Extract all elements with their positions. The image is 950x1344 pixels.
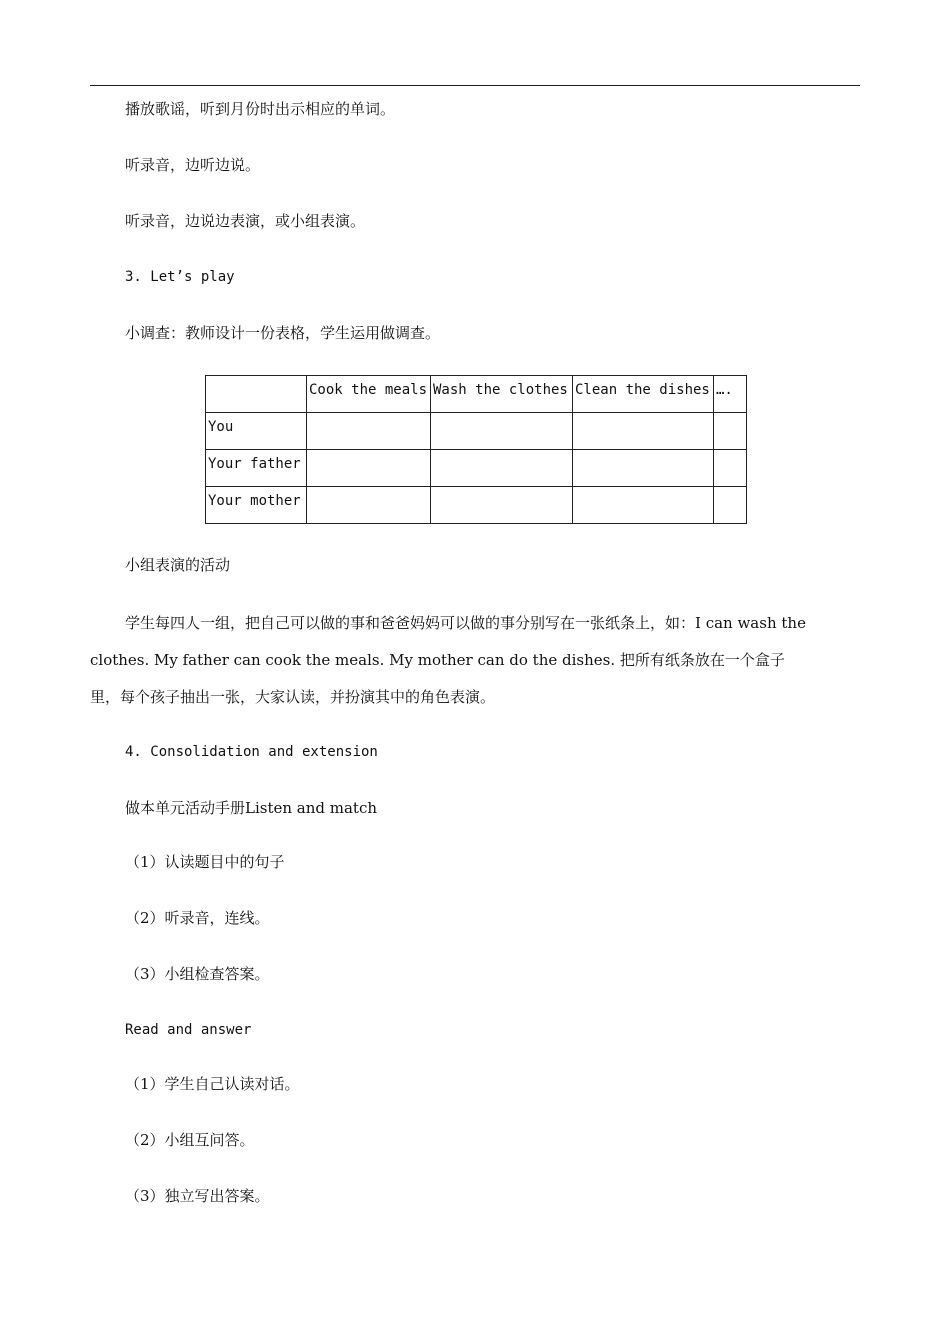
line-play-song: 播放歌谣，听到月份时出示相应的单词。 (125, 100, 396, 118)
table-header-cell: Wash the clothes (431, 376, 573, 413)
table-row-label: You (206, 413, 307, 450)
table-header-cell (206, 376, 307, 413)
table-cell (431, 450, 573, 487)
paragraph-line-3: 里，每个孩子抽出一张，大家认读，并扮演其中的角色表演。 (90, 688, 496, 706)
table-cell (307, 450, 431, 487)
table-header-cell: …. (714, 376, 747, 413)
survey-table (205, 375, 747, 524)
heading-lets-play: 3. Let’s play (125, 269, 235, 285)
step-read-sentences: （1）认读题目中的句子 (125, 853, 285, 871)
heading-read-answer: Read and answer (125, 1022, 252, 1038)
step-group-qa: （2）小组互问答。 (125, 1131, 255, 1149)
table-row (206, 413, 747, 450)
table-cell (431, 413, 573, 450)
activity-title: 小组表演的活动 (125, 556, 231, 574)
table-row (206, 487, 747, 524)
line-listen-act: 听录音，边说边表演，或小组表演。 (125, 212, 366, 230)
table-cell (307, 487, 431, 524)
step-listen-match: （2）听录音，连线。 (125, 909, 270, 927)
table-cell (714, 413, 747, 450)
line-listen-say: 听录音，边听边说。 (125, 156, 261, 174)
table-cell (714, 450, 747, 487)
header-rule (90, 85, 860, 86)
table-header-row (206, 376, 747, 413)
step-write-answers: （3）独立写出答案。 (125, 1187, 270, 1205)
table-cell (714, 487, 747, 524)
line-survey-intro: 小调查：教师设计一份表格，学生运用做调查。 (125, 324, 441, 342)
table-row-label: Your father (206, 450, 307, 487)
paragraph-line-2: clothes. My father can cook the meals. My mother can do the dishes. 把所有纸条放在一个盒子 (90, 651, 785, 669)
table-row-label: Your mother (206, 487, 307, 524)
table-header-cell: Cook the meals (307, 376, 431, 413)
paragraph-line-1: 学生每四人一组，把自己可以做的事和爸爸妈妈可以做的事分别写在一张纸条上，如：I can wash the (125, 614, 806, 632)
step-check-answers: （3）小组检查答案。 (125, 965, 270, 983)
table-cell (573, 487, 714, 524)
table-cell (573, 450, 714, 487)
table-cell (573, 413, 714, 450)
activity-paragraph (90, 605, 862, 716)
table-cell (431, 487, 573, 524)
line-workbook: 做本单元活动手册Listen and match (125, 799, 378, 817)
step-read-dialogue: （1）学生自己认读对话。 (125, 1075, 300, 1093)
table-cell (307, 413, 431, 450)
table-header-cell: Clean the dishes (573, 376, 714, 413)
heading-consolidation: 4. Consolidation and extension (125, 744, 378, 760)
table-row (206, 450, 747, 487)
